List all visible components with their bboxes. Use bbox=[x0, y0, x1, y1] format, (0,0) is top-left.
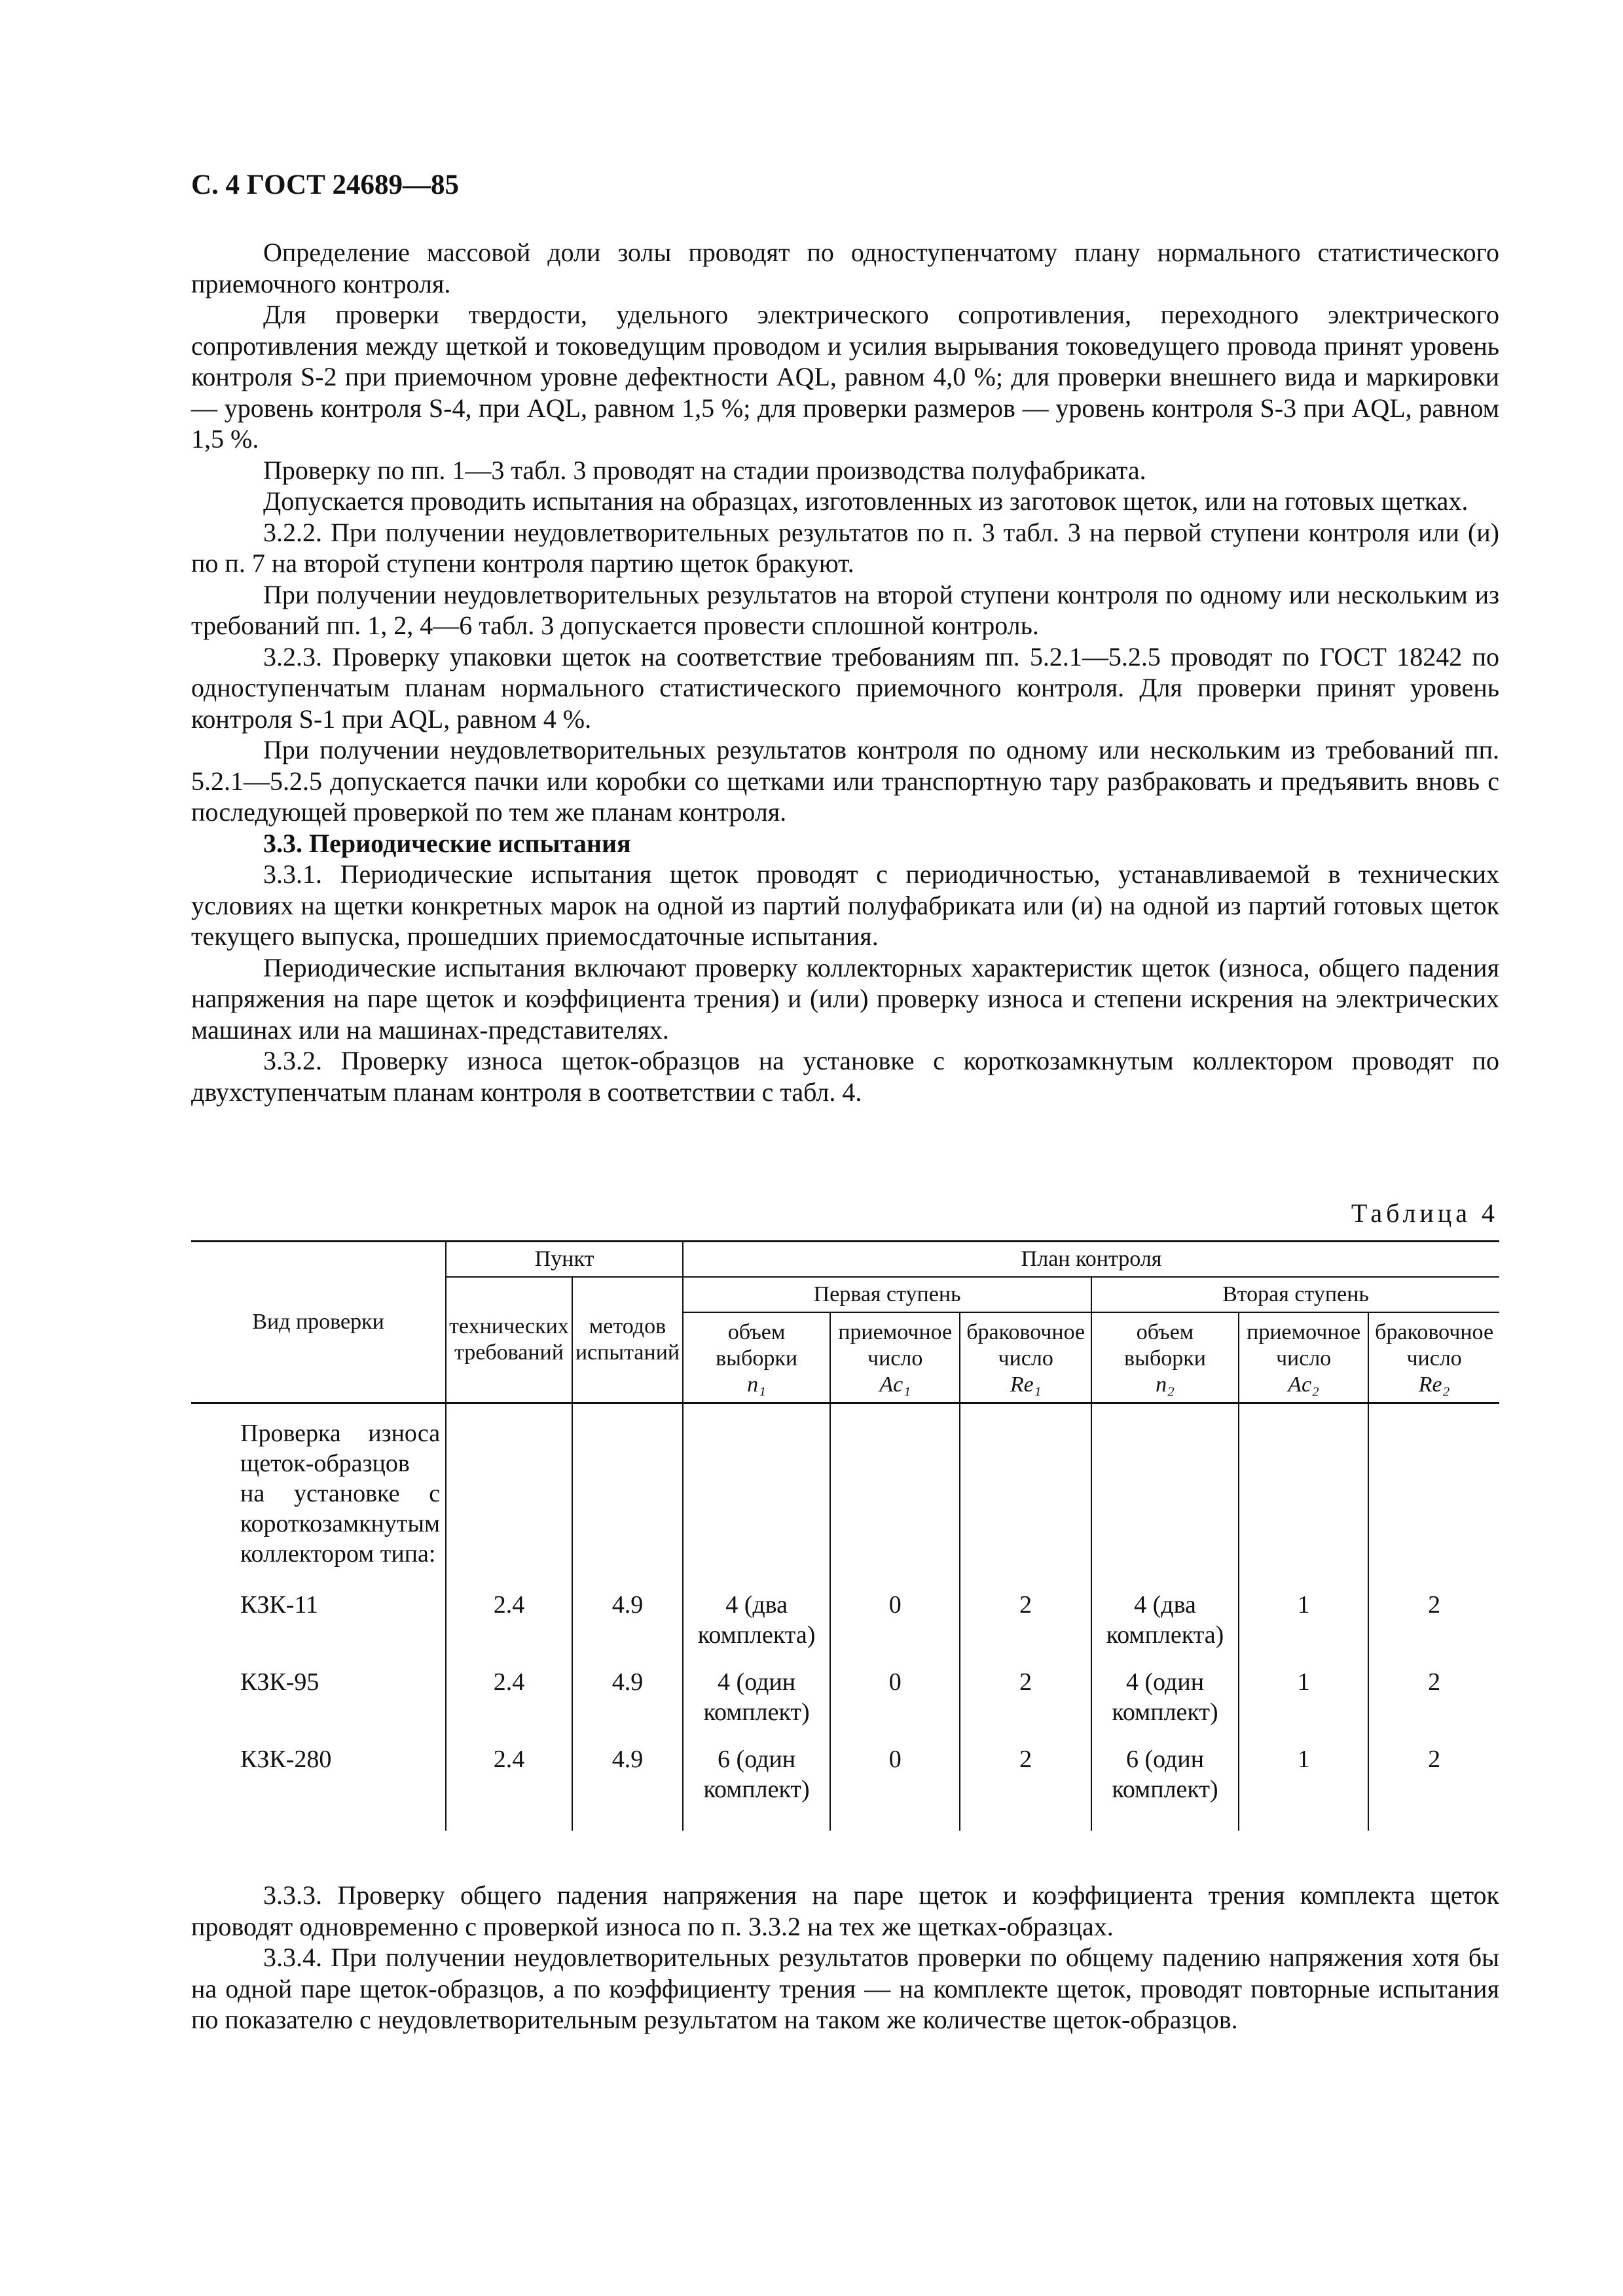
header-reject-number-1 bbox=[960, 1312, 1091, 1403]
table-caption: Таблица 4 bbox=[1351, 1198, 1499, 1228]
symbol-re1: Re₁ bbox=[1010, 1372, 1042, 1397]
header-sample-size-1 bbox=[683, 1312, 830, 1403]
symbol-ac2: Ac₂ bbox=[1288, 1372, 1319, 1397]
table-row bbox=[191, 1653, 1499, 1730]
symbol-n1: n₁ bbox=[747, 1372, 766, 1397]
paragraph: Определение массовой доли золы проводят по одноступенчатому плану нормального статистического приемочного контроля. bbox=[191, 238, 1499, 298]
cell-re1: 2 bbox=[960, 1730, 1091, 1831]
cell-re2: 2 bbox=[1368, 1575, 1499, 1653]
symbol-ac1: Ac₁ bbox=[879, 1372, 911, 1397]
cell-n2: 4 (два комплекта) bbox=[1091, 1575, 1239, 1653]
cell-type: КЗК-11 bbox=[191, 1575, 446, 1653]
paragraph: Для проверки твердости, удельного электрического сопротивления, переходного электрического сопротивления между щеткой и токоведущим проводом и усилия вырывания токоведущего провода принят уровень контроля S-2 при приемочном уровне дефектности AQL, равном 4,0 %; для проверки внешнего вида и маркировки — уровень контроля S-4, при AQL, равном 1,5 %; для проверки размеров — уровень контроля S-3 при AQL, равном 1,5 %. bbox=[191, 300, 1499, 454]
cell-n1: 4 (один комплект) bbox=[683, 1653, 830, 1730]
cell-ac1: 0 bbox=[830, 1575, 960, 1653]
header-label: браковочное число bbox=[1375, 1320, 1494, 1371]
control-plan-table bbox=[191, 1240, 1499, 1831]
empty-cell bbox=[572, 1403, 683, 1576]
table-row bbox=[191, 1575, 1499, 1653]
header-first-stage: Первая ступень bbox=[683, 1277, 1091, 1312]
header-reject-number-2 bbox=[1368, 1312, 1499, 1403]
paragraph: Периодические испытания включают проверку коллекторных характеристик щеток (износа, общего падения напряжения на паре щеток и коэффициента трения) и (или) проверку износа и степени искрения на электрических машинах или на машинах-представителях. bbox=[191, 952, 1499, 1045]
header-accept-number-2 bbox=[1239, 1312, 1368, 1403]
cell-method: 4.9 bbox=[572, 1653, 683, 1730]
symbol-n2: n₂ bbox=[1156, 1372, 1175, 1397]
cell-type: КЗК-280 bbox=[191, 1730, 446, 1831]
header-item: Пункт bbox=[446, 1242, 683, 1278]
empty-cell bbox=[830, 1403, 960, 1576]
cell-n1: 4 (два комплекта) bbox=[683, 1575, 830, 1653]
paragraph: Проверку по пп. 1—3 табл. 3 проводят на стадии производства полуфабриката. bbox=[263, 455, 1146, 485]
cell-re2: 2 bbox=[1368, 1730, 1499, 1831]
paragraph: 3.3.1. Периодические испытания щеток проводят с периодичностью, устанавливаемой в технических условиях на щетки конкретных марок на одной из партий полуфабриката или (и) на одной из партий готовых щеток текущего выпуска, прошедших приемосдаточные испытания. bbox=[191, 859, 1499, 951]
cell-n2: 4 (один комплект) bbox=[1091, 1653, 1239, 1730]
cell-tech: 2.4 bbox=[446, 1730, 572, 1831]
cell-ac1: 0 bbox=[830, 1653, 960, 1730]
header-tech-requirements: технических требований bbox=[446, 1277, 572, 1403]
paragraph: 3.3.3. Проверку общего падения напряжения на паре щеток и коэффициента трения комплекта щеток проводят одновременно с проверкой износа по п. 3.3.2 на тех же щетках-образцах. bbox=[191, 1880, 1499, 1941]
header-second-stage: Вторая ступень bbox=[1091, 1277, 1499, 1312]
paragraph: 3.2.2. При получении неудовлетворительных результатов по п. 3 табл. 3 на первой ступени контроля или (и) по п. 7 на второй ступени контроля партию щеток бракуют. bbox=[191, 517, 1499, 578]
cell-ac2: 1 bbox=[1239, 1653, 1368, 1730]
table-row bbox=[191, 1730, 1499, 1831]
paragraph: 3.3.4. При получении неудовлетворительных результатов проверки по общему падению напряжения хотя бы на одной паре щеток-образцов, а по коэффициенту трения — на комплекте щеток, проводят повторные испытания по показателю с неудовлетворительным результатом на таком же количестве щеток-образцов. bbox=[191, 1943, 1499, 2034]
empty-cell bbox=[1239, 1403, 1368, 1576]
header-label: приемочное число bbox=[838, 1320, 953, 1371]
body-text-after-table bbox=[191, 1880, 1499, 2036]
cell-n2: 6 (один комплект) bbox=[1091, 1730, 1239, 1831]
header-label: приемочное число bbox=[1247, 1320, 1361, 1371]
header-label: браковочное число bbox=[966, 1320, 1085, 1371]
paragraph: При получении неудовлетворительных результатов на второй ступени контроля по одному или нескольким из требований пп. 1, 2, 4—6 табл. 3 допускается провести сплошной контроль. bbox=[191, 579, 1499, 640]
group-label: Проверка износа щеток-образцов на установке с короткозамкнутым коллектором типа: bbox=[191, 1403, 446, 1576]
empty-cell bbox=[1091, 1403, 1239, 1576]
header-accept-number-1 bbox=[830, 1312, 960, 1403]
cell-method: 4.9 bbox=[572, 1730, 683, 1831]
header-label: объем выборки bbox=[1124, 1320, 1206, 1371]
header-check-type: Вид проверки bbox=[191, 1242, 446, 1403]
paragraph: При получении неудовлетворительных результатов контроля по одному или нескольким из требований пп. 5.2.1—5.2.5 допускается пачки или коробки со щетками или транспортную тару разбраковать и предъявить вновь с последующей проверкой по тем же планам контроля. bbox=[191, 735, 1499, 827]
paragraph: 3.3.2. Проверку износа щеток-образцов на установке с короткозамкнутым коллектором проводят по двухступенчатым планам контроля в соответствии с табл. 4. bbox=[191, 1046, 1499, 1107]
empty-cell bbox=[960, 1403, 1091, 1576]
cell-ac1: 0 bbox=[830, 1730, 960, 1831]
header-sample-size-2 bbox=[1091, 1312, 1239, 1403]
cell-re2: 2 bbox=[1368, 1653, 1499, 1730]
cell-re1: 2 bbox=[960, 1575, 1091, 1653]
paragraph: Допускается проводить испытания на образцах, изготовленных из заготовок щеток, или на готовых щетках. bbox=[263, 486, 1468, 516]
header-control-plan: План контроля bbox=[683, 1242, 1499, 1278]
cell-tech: 2.4 bbox=[446, 1653, 572, 1730]
cell-method: 4.9 bbox=[572, 1575, 683, 1653]
cell-n1: 6 (один комплект) bbox=[683, 1730, 830, 1831]
cell-type: КЗК-95 bbox=[191, 1653, 446, 1730]
cell-tech: 2.4 bbox=[446, 1575, 572, 1653]
page-header: С. 4 ГОСТ 24689—85 bbox=[191, 170, 460, 200]
empty-cell bbox=[683, 1403, 830, 1576]
empty-cell bbox=[446, 1403, 572, 1576]
symbol-re2: Re₂ bbox=[1418, 1372, 1450, 1397]
paragraph: 3.2.3. Проверку упаковки щеток на соответствие требованиям пп. 5.2.1—5.2.5 проводят по ГОСТ 18242 по одноступенчатым планам нормального статистического приемочного контроля. Для проверки принят уровень контроля S-1 при AQL, равном 4 %. bbox=[191, 641, 1499, 734]
cell-ac2: 1 bbox=[1239, 1575, 1368, 1653]
header-label: объем выборки bbox=[716, 1320, 798, 1371]
body-text bbox=[191, 237, 1499, 1107]
empty-cell bbox=[1368, 1403, 1499, 1576]
section-heading: 3.3. Периодические испытания bbox=[263, 828, 631, 858]
header-test-methods: методов испытаний bbox=[572, 1277, 683, 1403]
cell-ac2: 1 bbox=[1239, 1730, 1368, 1831]
cell-re1: 2 bbox=[960, 1653, 1091, 1730]
